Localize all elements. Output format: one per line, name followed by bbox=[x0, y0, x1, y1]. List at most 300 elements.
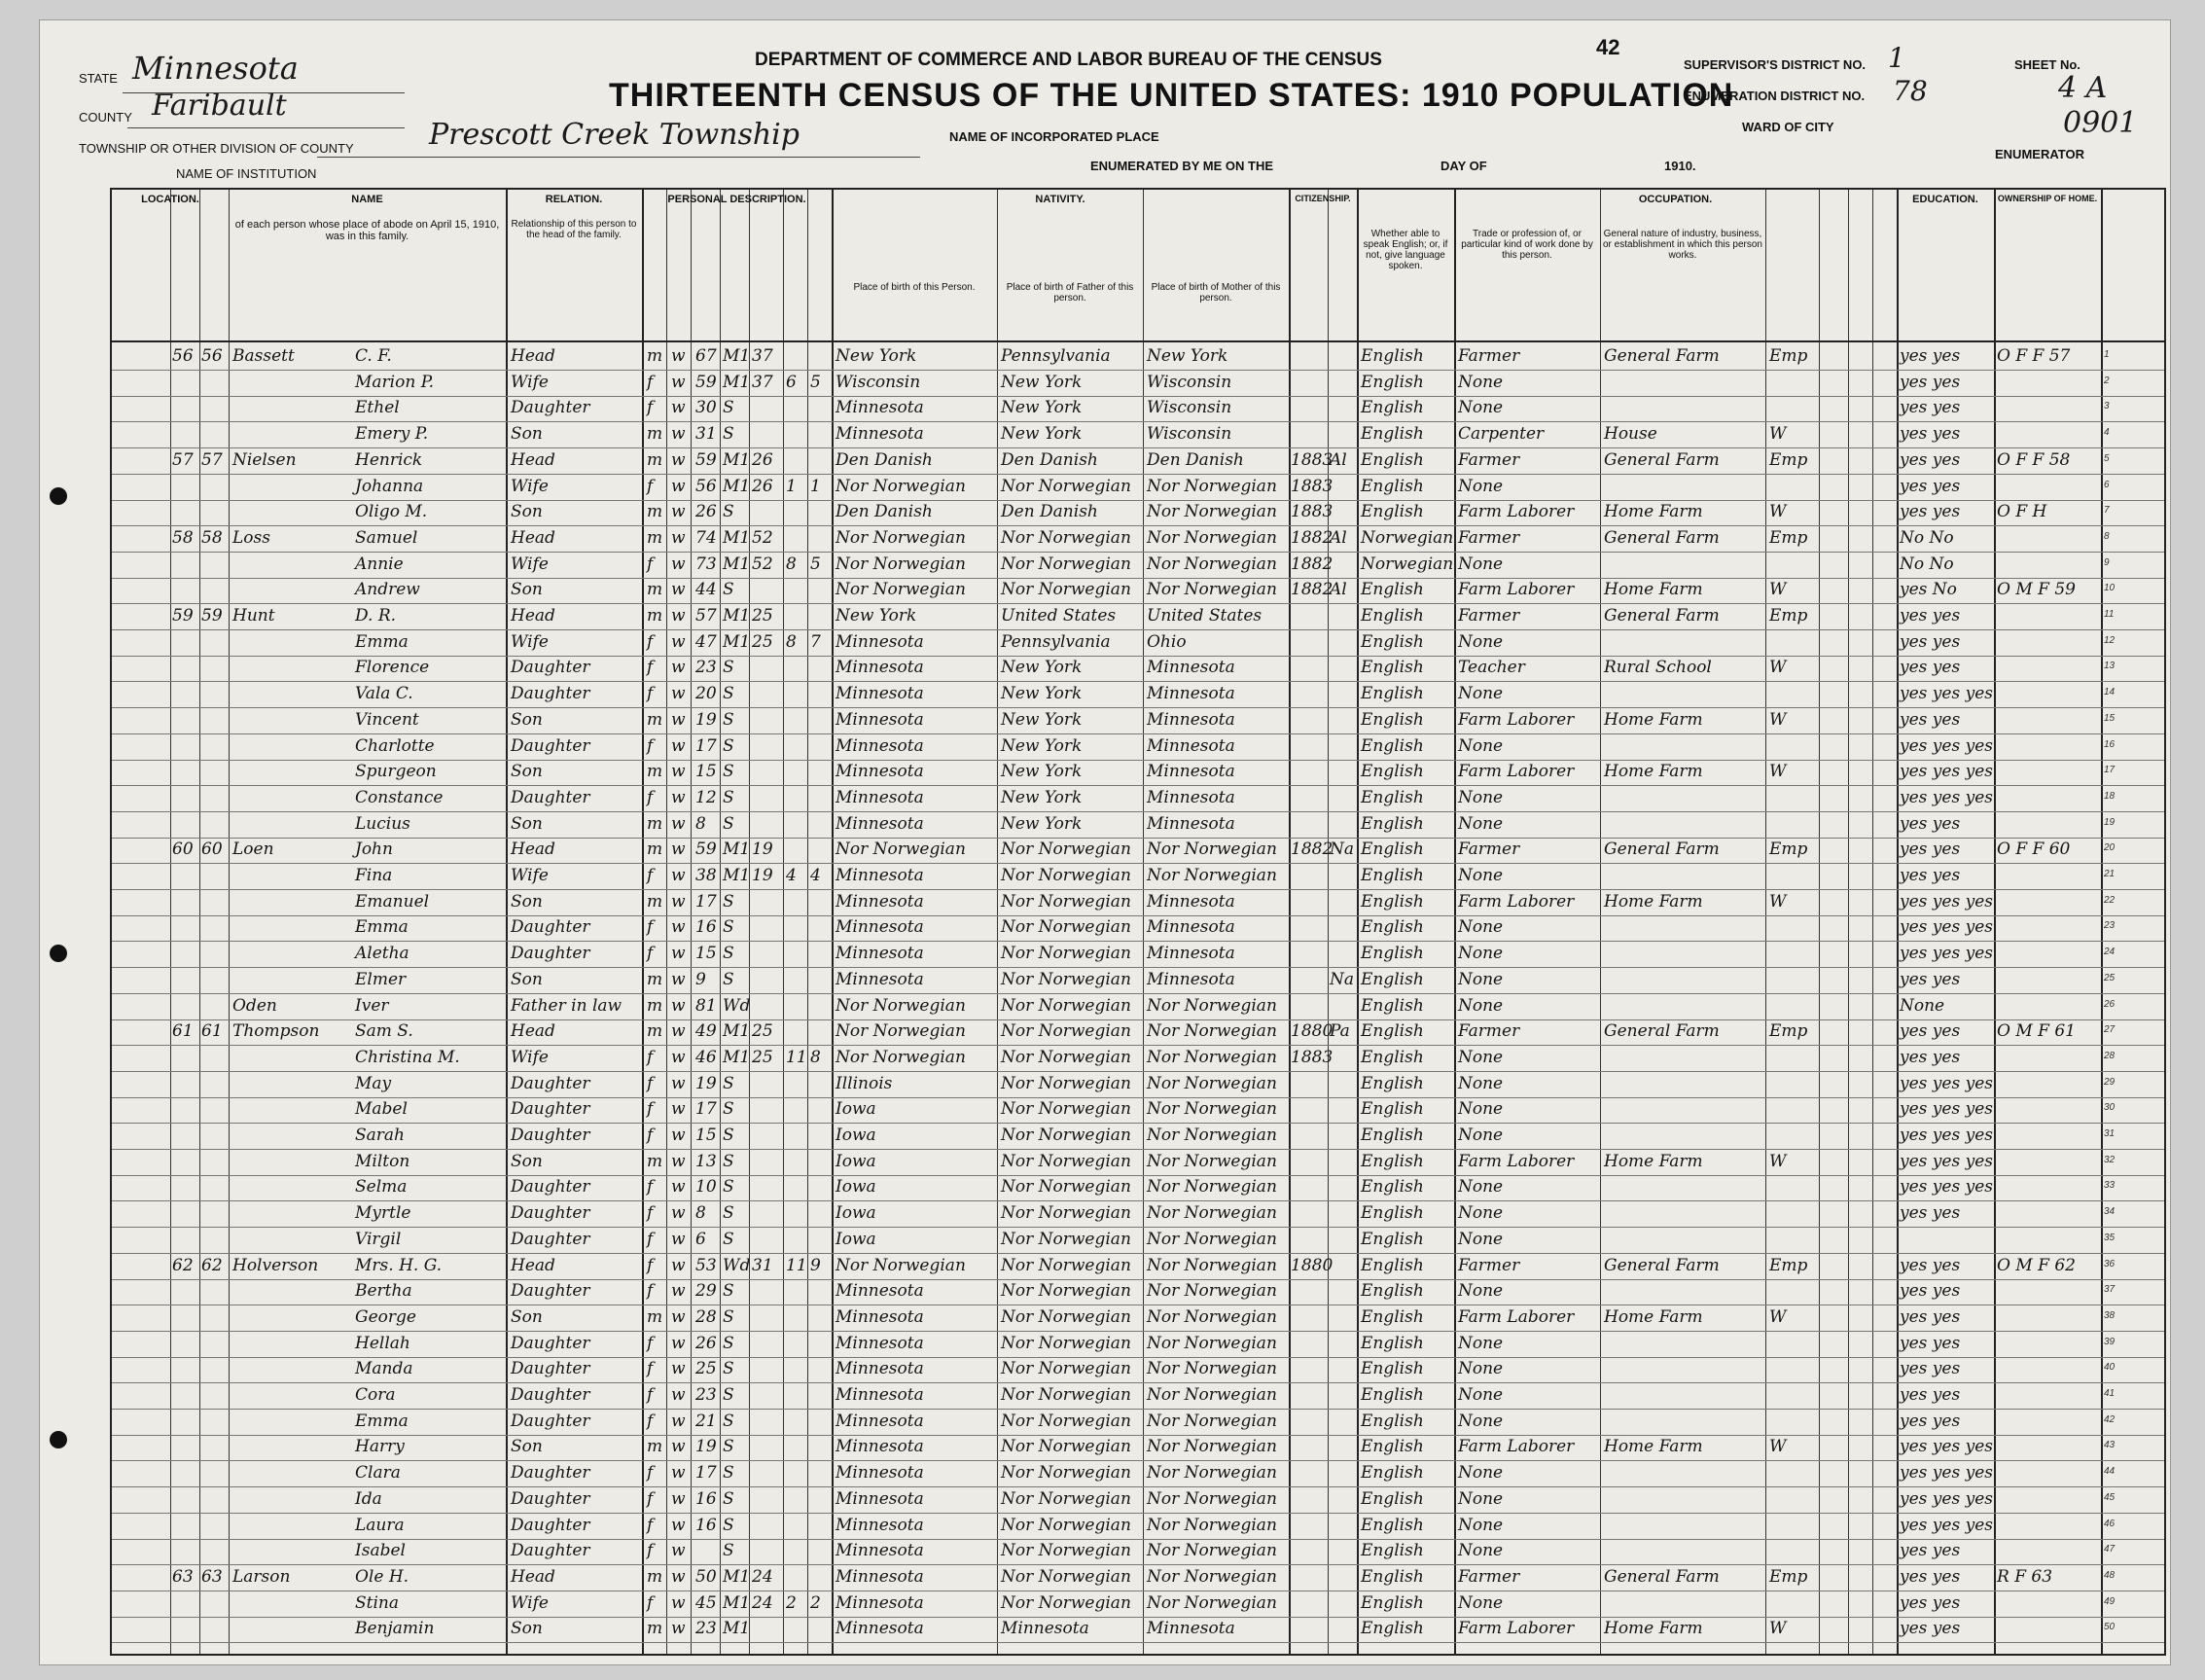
cell-emp: Emp bbox=[1769, 346, 1808, 366]
cell-lang: English bbox=[1361, 1126, 1424, 1145]
cell-emp: W bbox=[1769, 1619, 1787, 1639]
cell-race: w bbox=[671, 1306, 686, 1327]
cell-age: 17 bbox=[695, 1463, 717, 1483]
cell-given: Selma bbox=[355, 1177, 408, 1197]
cell-ms: S bbox=[723, 658, 734, 678]
cell-pob: Minnesota bbox=[836, 1566, 924, 1587]
cell-yrs: 52 bbox=[752, 527, 773, 548]
cell-given: Fina bbox=[355, 866, 393, 885]
cell-emp: W bbox=[1769, 502, 1787, 522]
cell-given: May bbox=[355, 1073, 392, 1093]
cell-edu: yes yes yes bbox=[1900, 735, 1993, 756]
cell-sex: m bbox=[647, 762, 663, 782]
cell-lang: English bbox=[1361, 1047, 1424, 1067]
cell-emp: Emp bbox=[1769, 1566, 1808, 1587]
cell-fob: Nor Norwegian bbox=[1001, 1151, 1131, 1171]
cell-occ: Farm Laborer bbox=[1458, 1151, 1575, 1171]
enumerator-label: ENUMERATOR bbox=[1995, 147, 2084, 161]
cell-nat: Al bbox=[1330, 580, 1347, 600]
row-number: 33 bbox=[2104, 1180, 2116, 1192]
cell-mob: Nor Norwegian bbox=[1147, 1047, 1277, 1067]
cell-sex: m bbox=[647, 606, 663, 626]
cell-bc: 4 bbox=[786, 866, 797, 885]
cell-pob: Iowa bbox=[836, 1151, 876, 1171]
cell-lang: English bbox=[1361, 1021, 1424, 1042]
relation-heading: RELATION. bbox=[545, 194, 603, 205]
cell-sex: m bbox=[647, 502, 663, 522]
cell-given: Johanna bbox=[355, 476, 424, 496]
cell-occ: None bbox=[1458, 684, 1504, 704]
county-value: Faribault bbox=[152, 89, 287, 123]
cell-mob: Nor Norwegian bbox=[1147, 1411, 1277, 1431]
cell-fam: 58 bbox=[201, 527, 223, 548]
cell-rel: Son bbox=[511, 424, 543, 445]
cell-fob: Nor Norwegian bbox=[1001, 1566, 1131, 1587]
cell-age: 16 bbox=[695, 1515, 717, 1535]
cell-age: 74 bbox=[695, 527, 717, 548]
cell-emp: Emp bbox=[1769, 449, 1808, 470]
cell-lang: English bbox=[1361, 944, 1424, 964]
cell-pob: Nor Norwegian bbox=[836, 527, 966, 548]
row-number: 45 bbox=[2104, 1491, 2116, 1503]
cell-rel: Head bbox=[511, 449, 555, 470]
cell-age: 23 bbox=[695, 1385, 717, 1405]
cell-race: w bbox=[671, 709, 686, 730]
cell-edu: yes yes bbox=[1900, 1411, 1961, 1431]
cell-race: w bbox=[671, 1021, 686, 1042]
cell-lang: English bbox=[1361, 1463, 1424, 1483]
cell-sex: f bbox=[647, 917, 654, 938]
cell-race: w bbox=[671, 762, 686, 782]
personal-heading: PERSONAL DESCRIPTION. bbox=[667, 194, 806, 205]
cell-lang: English bbox=[1361, 995, 1424, 1016]
cell-race: w bbox=[671, 1099, 686, 1120]
cell-pob: Minnesota bbox=[836, 1592, 924, 1613]
cell-age: 8 bbox=[695, 813, 706, 834]
cell-rel: Wife bbox=[511, 866, 549, 885]
cell-edu: No No bbox=[1900, 527, 1954, 548]
cell-sex: f bbox=[647, 1333, 654, 1353]
cell-own: O M F 59 bbox=[1997, 580, 2076, 600]
cell-sex: m bbox=[647, 840, 663, 860]
cell-occ: None bbox=[1458, 1126, 1504, 1145]
cell-race: w bbox=[671, 1047, 686, 1067]
cell-ms: S bbox=[723, 580, 734, 600]
cell-mob: Nor Norwegian bbox=[1147, 1177, 1277, 1197]
cell-given: Harry bbox=[355, 1437, 405, 1457]
cell-given: Hellah bbox=[355, 1333, 410, 1353]
cell-ms: M1 bbox=[723, 606, 751, 626]
cell-edu: yes yes bbox=[1900, 866, 1961, 885]
cell-given: Aletha bbox=[355, 944, 409, 964]
cell-imm: 1882 bbox=[1291, 580, 1334, 600]
cell-lang: English bbox=[1361, 476, 1424, 496]
table-row bbox=[112, 1333, 2164, 1357]
name-description: of each person whose place of abode on April 15, 1910, was in this family. bbox=[234, 219, 500, 242]
cell-ms: M1 bbox=[723, 346, 751, 366]
cell-sex: f bbox=[647, 1203, 654, 1224]
cell-pob: Nor Norwegian bbox=[836, 1047, 966, 1067]
cell-imm: 1883 bbox=[1291, 1047, 1334, 1067]
cell-edu: yes yes yes bbox=[1900, 1463, 1993, 1483]
cell-edu: yes yes bbox=[1900, 1541, 1961, 1561]
ward-label: WARD OF CITY bbox=[1742, 120, 1834, 134]
cell-mob: Minnesota bbox=[1147, 891, 1235, 911]
table-row bbox=[112, 709, 2164, 733]
cell-emp: Emp bbox=[1769, 1021, 1808, 1042]
cell-pob: Den Danish bbox=[836, 502, 933, 522]
sheet-value: 4 A bbox=[2058, 71, 2108, 105]
cell-occ: Farmer bbox=[1458, 840, 1520, 860]
cell-rel: Wife bbox=[511, 631, 549, 652]
cell-mob: Nor Norwegian bbox=[1147, 527, 1277, 548]
cell-edu: yes yes yes bbox=[1900, 1126, 1993, 1145]
cell-pob: Minnesota bbox=[836, 658, 924, 678]
cell-pob: Minnesota bbox=[836, 969, 924, 989]
table-row bbox=[112, 579, 2164, 603]
cell-pob: Minnesota bbox=[836, 631, 924, 652]
cell-ind: Home Farm bbox=[1604, 709, 1703, 730]
cell-mob: Nor Norwegian bbox=[1147, 1281, 1277, 1302]
cell-mob: Nor Norwegian bbox=[1147, 1541, 1277, 1561]
cell-age: 26 bbox=[695, 1333, 717, 1353]
cell-sex: f bbox=[647, 398, 654, 418]
cell-given: Ida bbox=[355, 1488, 382, 1509]
cell-mob: Nor Norwegian bbox=[1147, 554, 1277, 574]
cell-ms: S bbox=[723, 917, 734, 938]
cell-lang: English bbox=[1361, 866, 1424, 885]
cell-edu: yes yes bbox=[1900, 813, 1961, 834]
cell-given: Virgil bbox=[355, 1229, 402, 1249]
cell-bl: 2 bbox=[810, 1592, 821, 1613]
cell-pob: Minnesota bbox=[836, 1541, 924, 1561]
cell-race: w bbox=[671, 476, 686, 496]
cell-surname: Bassett bbox=[232, 346, 295, 366]
row-number: 4 bbox=[2104, 427, 2110, 439]
punch-hole bbox=[50, 945, 67, 962]
cell-rel: Daughter bbox=[511, 1463, 590, 1483]
cell-ms: S bbox=[723, 1411, 734, 1431]
cell-given: Emma bbox=[355, 1411, 409, 1431]
cell-age: 9 bbox=[695, 969, 706, 989]
cell-edu: yes yes yes bbox=[1900, 1437, 1993, 1457]
cell-age: 59 bbox=[695, 372, 717, 392]
cell-mob: Nor Norwegian bbox=[1147, 1099, 1277, 1120]
cell-age: 15 bbox=[695, 944, 717, 964]
cell-mob: Nor Norwegian bbox=[1147, 1333, 1277, 1353]
row-number: 28 bbox=[2104, 1050, 2116, 1061]
cell-imm: 1882 bbox=[1291, 840, 1334, 860]
cell-mob: Nor Norwegian bbox=[1147, 866, 1277, 885]
cell-age: 15 bbox=[695, 762, 717, 782]
cell-occ: Farmer bbox=[1458, 527, 1520, 548]
cell-ms: S bbox=[723, 1203, 734, 1224]
location-heading: LOCATION. bbox=[141, 194, 199, 205]
cell-lang: English bbox=[1361, 735, 1424, 756]
cell-fam: 59 bbox=[201, 606, 223, 626]
cell-given: D. R. bbox=[355, 606, 397, 626]
cell-given: Laura bbox=[355, 1515, 405, 1535]
cell-mob: New York bbox=[1147, 346, 1228, 366]
cell-fob: Nor Norwegian bbox=[1001, 1592, 1131, 1613]
cell-occ: None bbox=[1458, 1281, 1504, 1302]
cell-occ: None bbox=[1458, 1229, 1504, 1249]
year-label: 1910. bbox=[1664, 159, 1696, 173]
cell-edu: yes yes bbox=[1900, 476, 1961, 496]
row-number: 31 bbox=[2104, 1128, 2116, 1139]
cell-fob: United States bbox=[1001, 606, 1117, 626]
cell-pob: Nor Norwegian bbox=[836, 580, 966, 600]
cell-sex: m bbox=[647, 969, 663, 989]
cell-ms: S bbox=[723, 1437, 734, 1457]
cell-occ: Farmer bbox=[1458, 1255, 1520, 1275]
cell-race: w bbox=[671, 1437, 686, 1457]
cell-race: w bbox=[671, 554, 686, 574]
row-number: 32 bbox=[2104, 1154, 2116, 1165]
table-row bbox=[112, 423, 2164, 447]
cell-sex: f bbox=[647, 1126, 654, 1145]
cell-rel: Daughter bbox=[511, 1126, 590, 1145]
cell-bc: 2 bbox=[786, 1592, 797, 1613]
cell-fob: Den Danish bbox=[1001, 449, 1098, 470]
table-row bbox=[112, 1566, 2164, 1591]
cell-bc: 11 bbox=[786, 1047, 807, 1067]
cell-ms: S bbox=[723, 1541, 734, 1561]
cell-pob: Minnesota bbox=[836, 1463, 924, 1483]
cell-ms: S bbox=[723, 1463, 734, 1483]
cell-pob: Illinois bbox=[836, 1073, 893, 1093]
cell-given: C. F. bbox=[355, 346, 392, 366]
cell-fam: 61 bbox=[201, 1021, 223, 1042]
cell-edu: yes yes yes bbox=[1900, 1151, 1993, 1171]
cell-race: w bbox=[671, 735, 686, 756]
cell-yrs: 24 bbox=[752, 1566, 773, 1587]
table-row bbox=[112, 1047, 2164, 1071]
cell-yrs: 19 bbox=[752, 866, 773, 885]
cell-mob: United States bbox=[1147, 606, 1263, 626]
cell-ind: General Farm bbox=[1604, 1021, 1720, 1042]
cell-edu: yes yes yes bbox=[1900, 1177, 1993, 1197]
cell-lang: English bbox=[1361, 969, 1424, 989]
cell-edu: yes yes bbox=[1900, 1566, 1961, 1587]
row-number: 20 bbox=[2104, 842, 2116, 854]
cell-rel: Son bbox=[511, 1619, 543, 1639]
cell-rel: Wife bbox=[511, 372, 549, 392]
cell-fob: New York bbox=[1001, 684, 1083, 704]
cell-given: Manda bbox=[355, 1359, 413, 1379]
cell-pob: Minnesota bbox=[836, 1281, 924, 1302]
cell-yrs: 26 bbox=[752, 449, 773, 470]
cell-ms: S bbox=[723, 398, 734, 418]
cell-occ: Farm Laborer bbox=[1458, 580, 1575, 600]
cell-lang: English bbox=[1361, 1592, 1424, 1613]
cell-ms: S bbox=[723, 944, 734, 964]
cell-rel: Son bbox=[511, 502, 543, 522]
cell-bc: 8 bbox=[786, 554, 797, 574]
cell-fam: 56 bbox=[201, 346, 223, 366]
row-number: 3 bbox=[2104, 401, 2110, 412]
cell-sex: m bbox=[647, 1619, 663, 1639]
cell-pob: Nor Norwegian bbox=[836, 840, 966, 860]
cell-occ: Farm Laborer bbox=[1458, 1437, 1575, 1457]
cell-pob: Minnesota bbox=[836, 944, 924, 964]
table-row bbox=[112, 1618, 2164, 1642]
cell-race: w bbox=[671, 813, 686, 834]
cell-sex: m bbox=[647, 1306, 663, 1327]
cell-sex: f bbox=[647, 1229, 654, 1249]
state-label: STATE bbox=[79, 71, 118, 86]
cell-nat: Pa bbox=[1330, 1021, 1350, 1042]
cell-pob: Minnesota bbox=[836, 735, 924, 756]
cell-lang: English bbox=[1361, 1488, 1424, 1509]
cell-edu: yes yes bbox=[1900, 631, 1961, 652]
cell-rel: Head bbox=[511, 1255, 555, 1275]
cell-imm: 1883 bbox=[1291, 476, 1334, 496]
cell-fob: Nor Norwegian bbox=[1001, 944, 1131, 964]
row-number: 1 bbox=[2104, 349, 2110, 360]
table-row bbox=[112, 1151, 2164, 1175]
cell-surname: Loen bbox=[232, 840, 274, 860]
cell-pob: Minnesota bbox=[836, 709, 924, 730]
cell-pob: Minnesota bbox=[836, 1437, 924, 1457]
cell-race: w bbox=[671, 1592, 686, 1613]
cell-fob: Nor Norwegian bbox=[1001, 1306, 1131, 1327]
cell-ms: Wd bbox=[723, 995, 751, 1016]
cell-rel: Daughter bbox=[511, 1385, 590, 1405]
cell-ms: S bbox=[723, 891, 734, 911]
cell-ind: Rural School bbox=[1604, 658, 1712, 678]
cell-mob: Nor Norwegian bbox=[1147, 502, 1277, 522]
cell-rel: Daughter bbox=[511, 1281, 590, 1302]
cell-pob: Minnesota bbox=[836, 1306, 924, 1327]
cell-dw: 57 bbox=[172, 449, 194, 470]
cell-given: Emanuel bbox=[355, 891, 430, 911]
cell-mob: Nor Norwegian bbox=[1147, 1385, 1277, 1405]
cell-mob: Minnesota bbox=[1147, 944, 1235, 964]
cell-edu: yes yes bbox=[1900, 658, 1961, 678]
cell-given: Spurgeon bbox=[355, 762, 437, 782]
cell-ms: S bbox=[723, 1488, 734, 1509]
cell-occ: Farm Laborer bbox=[1458, 1306, 1575, 1327]
cell-given: Florence bbox=[355, 658, 430, 678]
cell-lang: English bbox=[1361, 372, 1424, 392]
cell-age: 67 bbox=[695, 346, 717, 366]
cell-emp: W bbox=[1769, 580, 1787, 600]
cell-bc: 8 bbox=[786, 631, 797, 652]
table-row bbox=[112, 1280, 2164, 1305]
cell-ms: S bbox=[723, 969, 734, 989]
cell-age: 15 bbox=[695, 1126, 717, 1145]
cell-sex: f bbox=[647, 1073, 654, 1093]
cell-mob: Nor Norwegian bbox=[1147, 1021, 1277, 1042]
cell-yrs: 19 bbox=[752, 840, 773, 860]
cell-edu: yes yes yes bbox=[1900, 1073, 1993, 1093]
cell-rel: Wife bbox=[511, 1592, 549, 1613]
cell-sex: f bbox=[647, 1515, 654, 1535]
cell-ind: Home Farm bbox=[1604, 762, 1703, 782]
row-number: 5 bbox=[2104, 452, 2110, 464]
cell-fob: Nor Norwegian bbox=[1001, 527, 1131, 548]
cell-edu: yes yes bbox=[1900, 1281, 1961, 1302]
cell-pob: Nor Norwegian bbox=[836, 476, 966, 496]
birthplace-mother-heading: Place of birth of Mother of this person. bbox=[1151, 282, 1281, 304]
cell-lang: English bbox=[1361, 1411, 1424, 1431]
cell-emp: W bbox=[1769, 1151, 1787, 1171]
table-row bbox=[112, 1488, 2164, 1513]
cell-surname: Nielsen bbox=[232, 449, 297, 470]
row-number: 14 bbox=[2104, 687, 2116, 698]
cell-lang: English bbox=[1361, 1306, 1424, 1327]
cell-given: Bertha bbox=[355, 1281, 412, 1302]
cell-pob: Minnesota bbox=[836, 917, 924, 938]
cell-rel: Daughter bbox=[511, 1541, 590, 1561]
cell-race: w bbox=[671, 1515, 686, 1535]
cell-imm: 1880 bbox=[1291, 1021, 1334, 1042]
cell-given: George bbox=[355, 1306, 416, 1327]
cell-given: Annie bbox=[355, 554, 404, 574]
table-row bbox=[112, 1592, 2164, 1617]
cell-fam: 63 bbox=[201, 1566, 223, 1587]
cell-fob: Nor Norwegian bbox=[1001, 1126, 1131, 1145]
row-number: 41 bbox=[2104, 1388, 2116, 1399]
cell-ind: Home Farm bbox=[1604, 1437, 1703, 1457]
cell-rel: Daughter bbox=[511, 1099, 590, 1120]
cell-race: w bbox=[671, 684, 686, 704]
cell-pob: Minnesota bbox=[836, 1359, 924, 1379]
cell-rel: Head bbox=[511, 346, 555, 366]
cell-sex: m bbox=[647, 1021, 663, 1042]
cell-occ: None bbox=[1458, 554, 1504, 574]
supervisor-label: SUPERVISOR'S DISTRICT NO. bbox=[1684, 57, 1867, 72]
cell-ind: General Farm bbox=[1604, 1255, 1720, 1275]
cell-fob: New York bbox=[1001, 709, 1083, 730]
township-value: Prescott Creek Township bbox=[429, 118, 800, 152]
cell-age: 45 bbox=[695, 1592, 717, 1613]
cell-rel: Son bbox=[511, 762, 543, 782]
cell-age: 56 bbox=[695, 476, 717, 496]
cell-rel: Father in law bbox=[511, 995, 622, 1016]
cell-lang: English bbox=[1361, 1515, 1424, 1535]
census-table bbox=[110, 188, 2166, 1656]
institution-label: NAME OF INSTITUTION bbox=[176, 166, 317, 181]
cell-race: w bbox=[671, 424, 686, 445]
cell-lang: English bbox=[1361, 1229, 1424, 1249]
cell-ms: S bbox=[723, 1126, 734, 1145]
cell-pob: Minnesota bbox=[836, 1619, 924, 1639]
cell-emp: W bbox=[1769, 1437, 1787, 1457]
cell-fob: Nor Norwegian bbox=[1001, 840, 1131, 860]
cell-edu: yes yes bbox=[1900, 1047, 1961, 1067]
cell-ind: Home Farm bbox=[1604, 1151, 1703, 1171]
cell-ms: M1 bbox=[723, 527, 751, 548]
cell-pob: Minnesota bbox=[836, 1515, 924, 1535]
cell-edu: yes yes bbox=[1900, 1333, 1961, 1353]
cell-edu: yes yes yes bbox=[1900, 787, 1993, 807]
table-row bbox=[112, 1411, 2164, 1435]
cell-rel: Daughter bbox=[511, 398, 590, 418]
cell-edu: yes yes bbox=[1900, 372, 1961, 392]
cell-age: 50 bbox=[695, 1566, 717, 1587]
cell-rel: Wife bbox=[511, 1047, 549, 1067]
cell-race: w bbox=[671, 995, 686, 1016]
table-row bbox=[112, 657, 2164, 681]
cell-lang: English bbox=[1361, 658, 1424, 678]
cell-pob: Minnesota bbox=[836, 1488, 924, 1509]
cell-race: w bbox=[671, 1255, 686, 1275]
cell-race: w bbox=[671, 1359, 686, 1379]
cell-given: Ole H. bbox=[355, 1566, 409, 1587]
cell-race: w bbox=[671, 1333, 686, 1353]
